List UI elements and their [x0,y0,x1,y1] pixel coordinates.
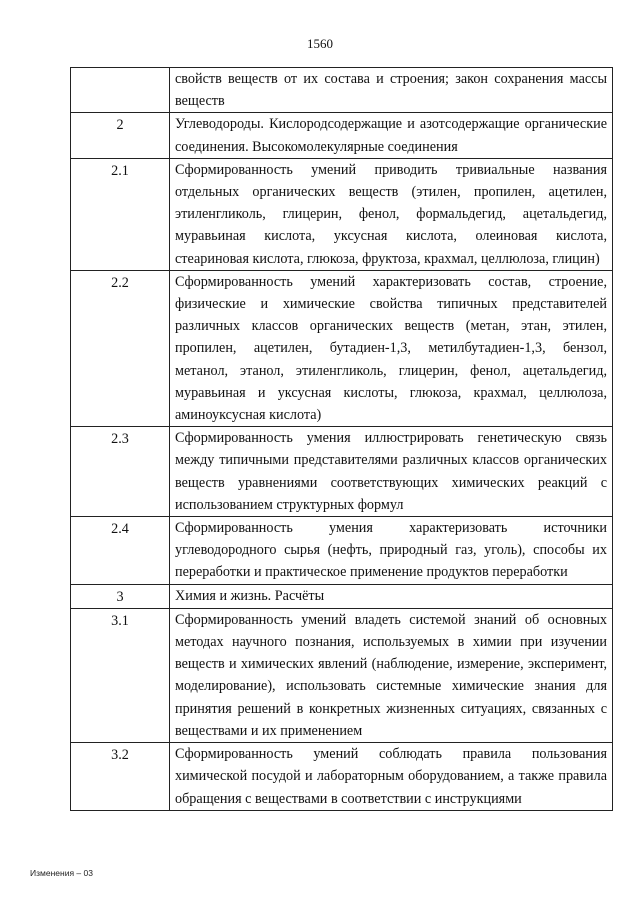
table-row [71,608,613,742]
row-code: 2.3 [71,427,170,517]
footer-revision: Изменения – 03 [30,868,93,878]
row-code: 2.1 [71,158,170,270]
row-code: 2.4 [71,517,170,585]
row-code: 3.2 [71,743,170,811]
row-text: Сформированность умений характеризовать состав, строение, физические и химические свойства типичных представителей различных классов органических веществ (метан, этан, этилен, пропилен, ацетилен, бутадиен-1,3, метилбутадиен-1,3, бензол, метанол, этанол, этиленгликоль, глицерин, фенол, ацетальдегид, муравьиная и уксусная кислоты, глюкоза, крахмал, целлюлоза, аминоуксусная кислота) [170,270,613,426]
row-text: Сформированность умений соблюдать правила пользования химической посудой и лабораторным оборудованием, а также правила обращения с веществами в соответствии с инструкциями [170,743,613,811]
row-text: Углеводороды. Кислородсодержащие и азотсодержащие органические соединения. Высокомолекулярные соединения [170,113,613,158]
row-text: Химия и жизнь. Расчёты [170,584,613,608]
table-row [71,743,613,811]
row-text: свойств веществ от их состава и строения; закон сохранения массы веществ [170,68,613,113]
row-code [71,68,170,113]
row-code: 2.2 [71,270,170,426]
row-code: 2 [71,113,170,158]
table-row [71,270,613,426]
table-row [71,584,613,608]
requirements-table [70,67,613,811]
table-row [71,158,613,270]
row-code: 3 [71,584,170,608]
row-text: Сформированность умений владеть системой знаний об основных методах научного познания, используемых в химии при изучении веществ и химических явлений (наблюдение, измерение, эксперимент, моделирование), использовать системные химические знания для принятия решений в конкретных жизненных ситуациях, связанных с веществами и их применением [170,608,613,742]
row-text: Сформированность умения характеризовать источники углеводородного сырья (нефть, природный газ, уголь), способы их переработки и практическое применение продуктов переработки [170,517,613,585]
table-row [71,68,613,113]
table-row [71,427,613,517]
page-number: 1560 [307,36,333,51]
table-row [71,113,613,158]
table-row [71,517,613,585]
row-text: Сформированность умения иллюстрировать генетическую связь между типичными представителями различных классов органических веществ уравнениями соответствующих химических реакций с использованием структурных формул [170,427,613,517]
row-code: 3.1 [71,608,170,742]
row-text: Сформированность умений приводить тривиальные названия отдельных органических веществ (этилен, пропилен, ацетилен, этиленгликоль, глицерин, фенол, формальдегид, ацетальдегид, муравьиная кислота, уксусная кислота, олеиновая кислота, стеариновая кислота, глюкоза, фруктоза, крахмал, целлюлоза, глицин) [170,158,613,270]
